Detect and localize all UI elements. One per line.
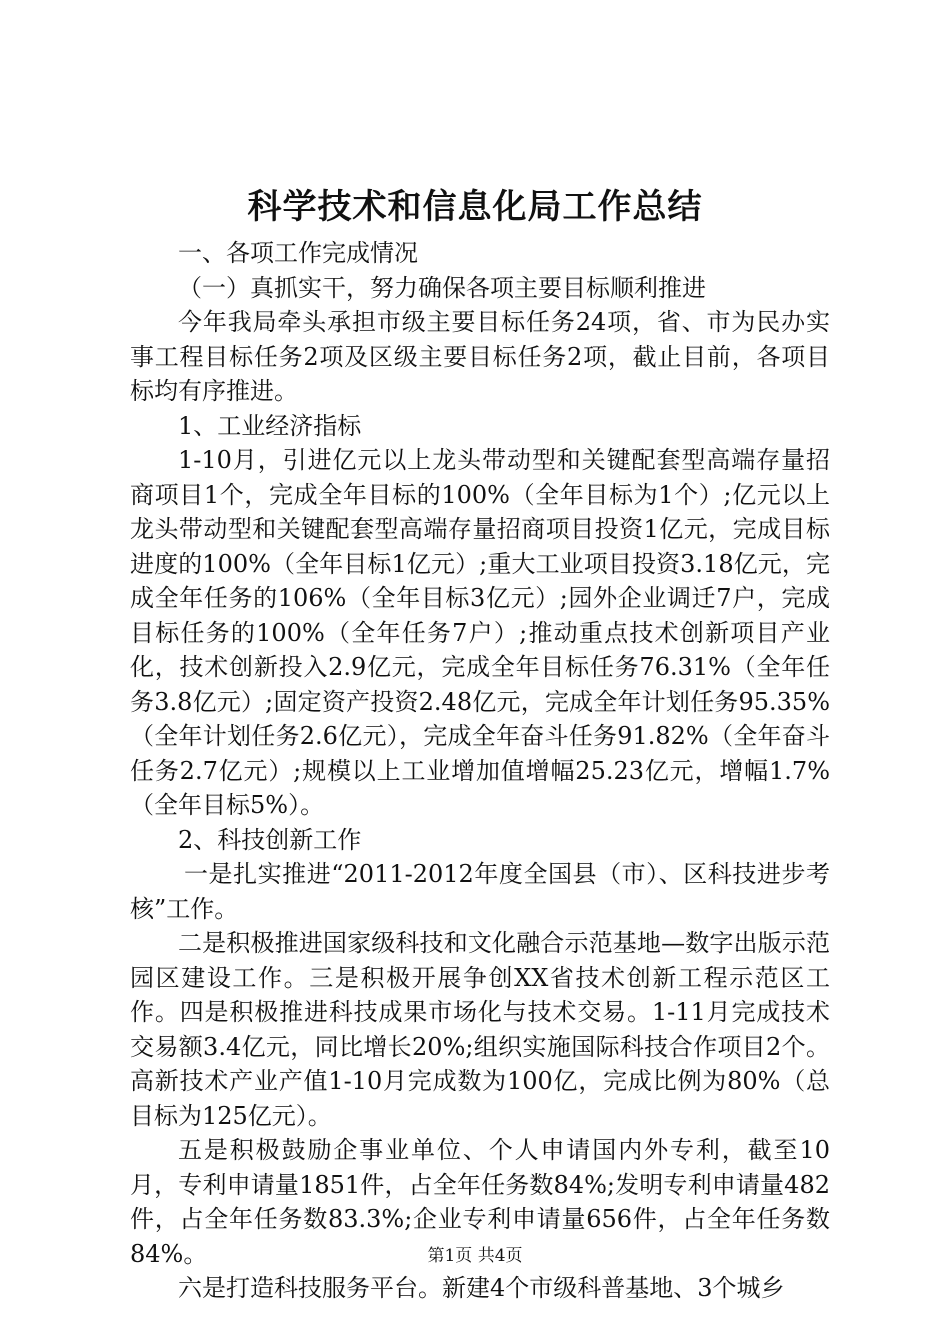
paragraph-point-six: 六是打造科技服务平台。新建4个市级科普基地、3个城乡 bbox=[178, 1274, 785, 1302]
page-footer: 第1页 共4页 bbox=[427, 1246, 523, 1266]
paragraph-point-one: 一是扎实推进“2011-2012年度全国县（市）、区科技进步考核”工作。 bbox=[130, 860, 830, 923]
paragraph-point-two-to-four: 二是积极推进国家级科技和文化融合示范基地—数字出版示范园区建设工作。三是积极开展争创XX省技术创新工程示范区工作。四是积极推进科技成果市场化与技术交易。1-11月完成技术交易额3.4亿元，同比增长20%;组织实施国际科技合作项目2个。高新技术产业产值1-10月完成数为100亿，完成比例为80%（总目标为125亿元）。 bbox=[130, 929, 830, 1130]
document-title: 科学技术和信息化局工作总结 bbox=[247, 187, 703, 227]
section-heading-1: 一、各项工作完成情况 bbox=[178, 239, 418, 267]
document-body bbox=[130, 236, 830, 1306]
paragraph-point-five: 五是积极鼓励企事业单位、个人申请国内外专利，截至10月，专利申请量1851件，占全年任务数84%;发明专利申请量482件，占全年任务数83.3%;企业专利申请量656件，占全年任务数84%。 bbox=[130, 1136, 830, 1268]
paragraph-overview: 今年我局牵头承担市级主要目标任务24项，省、市为民办实事工程目标任务2项及区级主要目标任务2项，截止目前，各项目标均有序推进。 bbox=[130, 308, 830, 405]
paragraph-industrial: 1-10月，引进亿元以上龙头带动型和关键配套型高端存量招商项目1个，完成全年目标的100%（全年目标为1个）;亿元以上龙头带动型和关键配套型高端存量招商项目投资1亿元，完成目标进度的100%（全年目标1亿元）;重大工业项目投资3.18亿元，完成全年任务的106%（全年目标3亿元）;园外企业调迁7户，完成目标任务的100%（全年任务7户）;推动重点技术创新项目产业化，技术创新投入2.9亿元，完成全年目标任务76.31%（全年任务3.8亿元）;固定资产投资2.48亿元，完成全年计划任务95.35%（全年计划任务2.6亿元），完成全年奋斗任务91.82%（全年奋斗任务2.7亿元）;规模以上工业增加值增幅25.23亿元，增幅1.7%（全年目标5%）。 bbox=[130, 446, 830, 819]
item-heading-industrial: 1、工业经济指标 bbox=[178, 411, 362, 440]
item-heading-innovation: 2、科技创新工作 bbox=[178, 825, 362, 854]
subsection-heading-1: （一）真抓实干，努力确保各项主要目标顺利推进 bbox=[178, 273, 706, 302]
